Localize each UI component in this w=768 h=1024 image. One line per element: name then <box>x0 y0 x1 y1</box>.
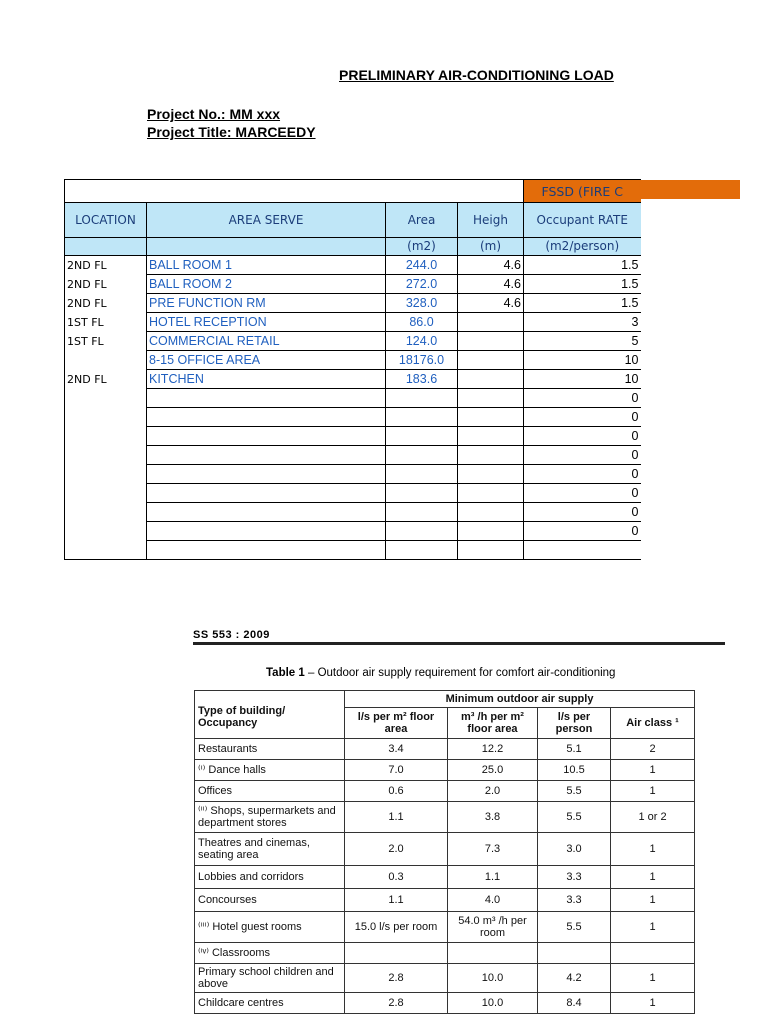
location-cell <box>65 484 147 503</box>
location-cell <box>65 427 147 446</box>
table-row <box>65 351 641 370</box>
ref-value-col2: 10.0 <box>448 964 538 993</box>
height-cell: 4.6 <box>458 275 524 294</box>
ref-value-col2: 12.2 <box>448 739 538 760</box>
area-serve-cell: COMMERCIAL RETAIL <box>147 332 386 351</box>
ref-value-col4: 1 <box>611 760 695 781</box>
ref-value-col2: 25.0 <box>448 760 538 781</box>
height-cell <box>458 389 524 408</box>
fssd-header: FSSD (FIRE C <box>524 180 641 203</box>
project-title: Project Title: MARCEEDY <box>147 124 316 140</box>
ref-value-col1: 15.0 l/s per room <box>345 912 448 943</box>
area-serve-cell <box>147 522 386 541</box>
occupancy-type-cell: Primary school children and above <box>195 964 345 993</box>
area-serve-cell <box>147 541 386 560</box>
occupancy-type-cell: Childcare centres <box>195 993 345 1014</box>
height-cell <box>458 465 524 484</box>
area-serve-cell <box>147 446 386 465</box>
ref-value-col1: 1.1 <box>345 889 448 912</box>
ref-value-col1 <box>345 943 448 964</box>
occupant-rate-cell: 1.5 <box>524 294 641 313</box>
occupant-rate-cell: 10 <box>524 370 641 389</box>
ref-value-col3: 10.5 <box>538 760 611 781</box>
occupancy-type-cell: ⁽ⁱ⁾ Dance halls <box>195 760 345 781</box>
ref-value-col4: 1 <box>611 964 695 993</box>
area-header: Area <box>386 203 458 238</box>
ref-value-col1: 2.8 <box>345 993 448 1014</box>
ref-value-col2: 1.1 <box>448 866 538 889</box>
occupancy-type-cell: ⁽ⁱⁱ⁾ Shops, supermarkets and department stores <box>195 802 345 833</box>
occupant-rate-unit: (m2/person) <box>524 238 641 256</box>
area-serve-cell <box>147 484 386 503</box>
height-cell <box>458 313 524 332</box>
ref-table-row <box>195 943 695 964</box>
area-serve-cell: BALL ROOM 2 <box>147 275 386 294</box>
ref-value-col3: 8.4 <box>538 993 611 1014</box>
area-cell: 86.0 <box>386 313 458 332</box>
area-serve-cell <box>147 389 386 408</box>
ref-value-col1: 1.1 <box>345 802 448 833</box>
ref-value-col4: 1 <box>611 781 695 802</box>
height-cell <box>458 332 524 351</box>
location-cell: 2ND FL <box>65 256 147 275</box>
ref-value-col1: 0.6 <box>345 781 448 802</box>
occupancy-type-cell: Theatres and cinemas, seating area <box>195 833 345 866</box>
table-caption-label: Table 1 <box>266 667 305 679</box>
location-cell <box>65 541 147 560</box>
area-cell: 328.0 <box>386 294 458 313</box>
load-table <box>64 179 641 560</box>
occupancy-type-cell: Concourses <box>195 889 345 912</box>
ref-value-col4 <box>611 943 695 964</box>
area-cell <box>386 522 458 541</box>
ref-value-col1: 2.0 <box>345 833 448 866</box>
project-number: Project No.: MM xxx <box>147 106 281 122</box>
table-row <box>65 427 641 446</box>
fssd-header-extension <box>640 180 740 199</box>
area-cell: 183.6 <box>386 370 458 389</box>
ref-value-col1: 7.0 <box>345 760 448 781</box>
ref-value-col4: 1 <box>611 889 695 912</box>
col4-header: Air class ¹ <box>611 708 695 739</box>
ref-value-col2: 10.0 <box>448 993 538 1014</box>
occupant-rate-cell: 0 <box>524 389 641 408</box>
occupant-rate-cell: 1.5 <box>524 275 641 294</box>
ref-value-col2: 2.0 <box>448 781 538 802</box>
occupant-rate-cell <box>524 541 641 560</box>
ref-table-row <box>195 866 695 889</box>
location-cell: 2ND FL <box>65 370 147 389</box>
table-row <box>65 408 641 427</box>
occupancy-type-cell: ⁽ⁱⁱⁱ⁾ Hotel guest rooms <box>195 912 345 943</box>
ref-value-col4: 1 <box>611 993 695 1014</box>
ref-table-row <box>195 964 695 993</box>
ref-table-row <box>195 993 695 1014</box>
unit-row <box>65 238 641 256</box>
area-serve-header: AREA SERVE <box>147 203 386 238</box>
table-row <box>65 522 641 541</box>
area-cell: 244.0 <box>386 256 458 275</box>
ref-value-col2: 54.0 m³ /h per room <box>448 912 538 943</box>
ref-value-col4: 1 <box>611 866 695 889</box>
occupant-rate-cell: 5 <box>524 332 641 351</box>
occupancy-type-cell: Offices <box>195 781 345 802</box>
ref-table-row <box>195 802 695 833</box>
table-row <box>65 503 641 522</box>
ref-table-row <box>195 889 695 912</box>
table-top-row <box>65 180 641 203</box>
height-cell <box>458 541 524 560</box>
location-cell: 2ND FL <box>65 275 147 294</box>
height-unit: (m) <box>458 238 524 256</box>
area-serve-cell: BALL ROOM 1 <box>147 256 386 275</box>
area-serve-cell <box>147 503 386 522</box>
type-header: Type of building/ Occupancy <box>195 691 345 739</box>
ref-value-col4: 1 <box>611 833 695 866</box>
table-row <box>65 389 641 408</box>
occupant-rate-cell: 0 <box>524 446 641 465</box>
ref-value-col3: 5.1 <box>538 739 611 760</box>
area-serve-cell: PRE FUNCTION RM <box>147 294 386 313</box>
occupant-rate-cell: 0 <box>524 503 641 522</box>
area-cell: 272.0 <box>386 275 458 294</box>
location-cell <box>65 465 147 484</box>
ref-value-col1: 3.4 <box>345 739 448 760</box>
area-serve-cell <box>147 427 386 446</box>
ref-table-row <box>195 833 695 866</box>
height-header: Heigh <box>458 203 524 238</box>
table-row <box>65 313 641 332</box>
col1-header: l/s per m² floor area <box>345 708 448 739</box>
area-unit: (m2) <box>386 238 458 256</box>
document-title: PRELIMINARY AIR-CONDITIONING LOAD <box>339 67 614 83</box>
ref-value-col4: 2 <box>611 739 695 760</box>
ref-value-col2: 3.8 <box>448 802 538 833</box>
area-cell: 124.0 <box>386 332 458 351</box>
ref-value-col3 <box>538 943 611 964</box>
table-row <box>65 465 641 484</box>
table-caption-text: – Outdoor air supply requirement for comfort air-conditioning <box>307 667 616 679</box>
ref-header-row-1 <box>195 691 695 708</box>
col2-header: m³ /h per m² floor area <box>448 708 538 739</box>
height-cell: 4.6 <box>458 294 524 313</box>
ref-table-row <box>195 760 695 781</box>
occupant-rate-cell: 0 <box>524 408 641 427</box>
area-cell <box>386 427 458 446</box>
area-serve-cell: KITCHEN <box>147 370 386 389</box>
table-row <box>65 446 641 465</box>
height-cell <box>458 522 524 541</box>
location-cell <box>65 351 147 370</box>
ref-value-col3: 5.5 <box>538 912 611 943</box>
ref-value-col2: 7.3 <box>448 833 538 866</box>
occupant-rate-cell: 10 <box>524 351 641 370</box>
ref-value-col3: 3.0 <box>538 833 611 866</box>
location-cell <box>65 446 147 465</box>
ref-table-row <box>195 781 695 802</box>
ref-value-col3: 3.3 <box>538 866 611 889</box>
area-cell <box>386 408 458 427</box>
occupancy-type-cell: ⁽ⁱᵛ⁾ Classrooms <box>195 943 345 964</box>
occupant-rate-cell: 0 <box>524 484 641 503</box>
area-cell <box>386 503 458 522</box>
height-cell <box>458 351 524 370</box>
location-header: LOCATION <box>65 203 147 238</box>
height-cell <box>458 503 524 522</box>
location-cell <box>65 522 147 541</box>
table-row <box>65 370 641 389</box>
ref-value-col3: 4.2 <box>538 964 611 993</box>
outdoor-air-table <box>194 690 695 1014</box>
area-cell: 18176.0 <box>386 351 458 370</box>
ref-value-col4: 1 <box>611 912 695 943</box>
ref-value-col1: 2.8 <box>345 964 448 993</box>
ref-value-col2: 4.0 <box>448 889 538 912</box>
ref-value-col4: 1 or 2 <box>611 802 695 833</box>
height-cell <box>458 408 524 427</box>
header-row <box>65 203 641 238</box>
height-cell <box>458 427 524 446</box>
occupant-rate-cell: 0 <box>524 465 641 484</box>
location-cell: 2ND FL <box>65 294 147 313</box>
height-cell: 4.6 <box>458 256 524 275</box>
occupancy-type-cell: Lobbies and corridors <box>195 866 345 889</box>
table-row <box>65 332 641 351</box>
table-row <box>65 256 641 275</box>
ref-value-col1: 0.3 <box>345 866 448 889</box>
ref-value-col3: 5.5 <box>538 781 611 802</box>
area-serve-cell <box>147 465 386 484</box>
standard-rule <box>193 642 725 645</box>
occupancy-type-cell: Restaurants <box>195 739 345 760</box>
occupant-rate-header: Occupant RATE <box>524 203 641 238</box>
location-cell <box>65 389 147 408</box>
height-cell <box>458 484 524 503</box>
height-cell <box>458 446 524 465</box>
location-cell: 1ST FL <box>65 332 147 351</box>
area-cell <box>386 446 458 465</box>
table-row <box>65 484 641 503</box>
location-cell <box>65 408 147 427</box>
area-cell <box>386 389 458 408</box>
location-cell: 1ST FL <box>65 313 147 332</box>
table-row <box>65 275 641 294</box>
ref-value-col3: 3.3 <box>538 889 611 912</box>
area-serve-cell: 8-15 OFFICE AREA <box>147 351 386 370</box>
area-cell <box>386 484 458 503</box>
area-cell <box>386 465 458 484</box>
occupant-rate-cell: 0 <box>524 522 641 541</box>
ref-table-row <box>195 912 695 943</box>
occupant-rate-cell: 0 <box>524 427 641 446</box>
area-serve-cell: HOTEL RECEPTION <box>147 313 386 332</box>
ref-value-col3: 5.5 <box>538 802 611 833</box>
location-cell <box>65 503 147 522</box>
table-row <box>65 294 641 313</box>
ref-table-row <box>195 739 695 760</box>
table-caption <box>266 667 615 679</box>
ref-value-col2 <box>448 943 538 964</box>
col3-header: l/s per person <box>538 708 611 739</box>
standard-heading: SS 553 : 2009 <box>193 629 270 641</box>
occupant-rate-cell: 1.5 <box>524 256 641 275</box>
height-cell <box>458 370 524 389</box>
table-row <box>65 541 641 560</box>
minimum-header: Minimum outdoor air supply <box>345 691 695 708</box>
occupant-rate-cell: 3 <box>524 313 641 332</box>
area-serve-cell <box>147 408 386 427</box>
area-cell <box>386 541 458 560</box>
